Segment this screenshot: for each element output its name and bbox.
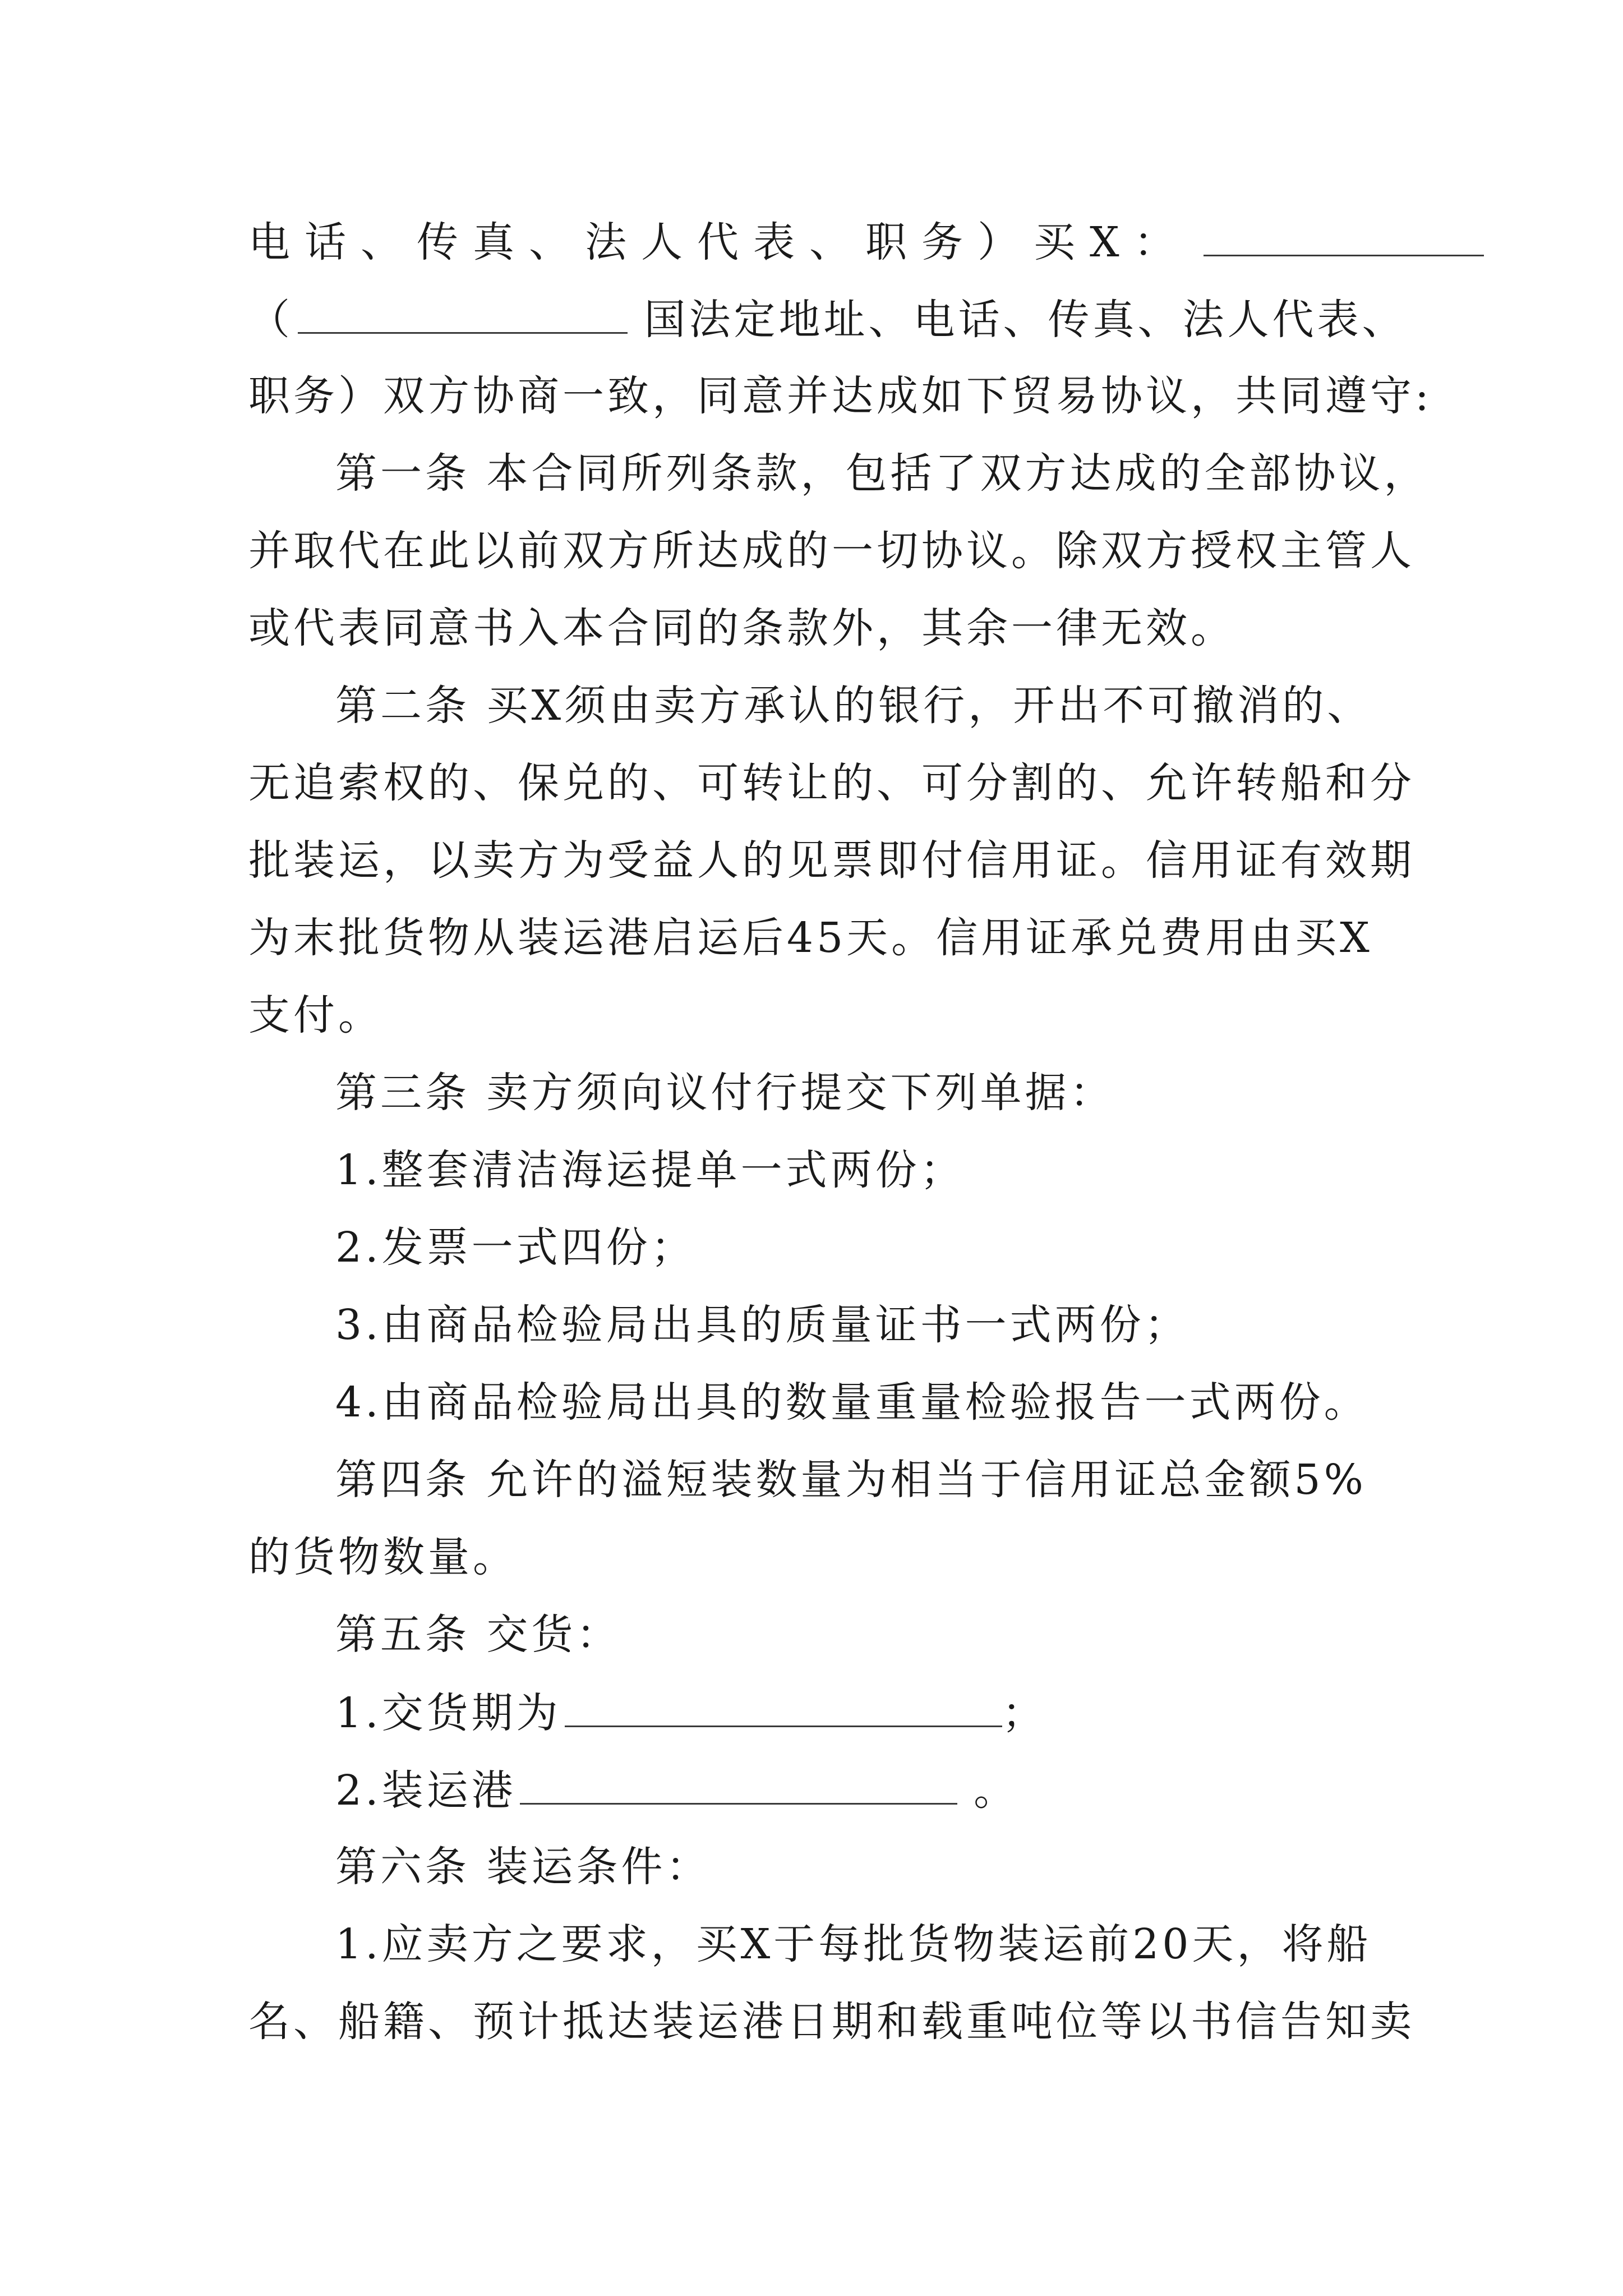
line-text: 第五条 交货：: [335, 1611, 621, 1659]
fill-in-blank[interactable]: [1204, 213, 1484, 256]
text-line: [248, 1994, 1415, 2050]
text-line: [335, 1839, 711, 1895]
text-line: [335, 1374, 1369, 1430]
text-line: [335, 1220, 696, 1276]
text-line: [248, 832, 1415, 889]
line-text: 并取代在此以前双方所达成的一切协议。除双方授权主管人: [248, 527, 1415, 575]
fill-in-blank[interactable]: [298, 291, 628, 334]
text-line: [335, 1297, 1189, 1353]
line-text: 电话、传真、法人代表、职务）买X：: [248, 218, 1190, 266]
line-text: 为末批货物从装运港启运后45天。信用证承兑费用由买X: [248, 914, 1373, 962]
line-text: 2.装运港: [335, 1766, 517, 1815]
line-text: 支付。: [248, 991, 383, 1039]
text-line: [335, 445, 1429, 501]
text-line: [248, 291, 1407, 348]
line-text: 职务）双方协商一致，同意并达成如下贸易协议，共同遵守:: [248, 372, 1432, 420]
line-text: 2.发票一式四份；: [335, 1223, 696, 1272]
line-text: 批装运，以卖方为受益人的见票即付信用证。信用证有效期: [248, 836, 1415, 885]
text-line: [335, 1684, 1047, 1741]
fill-in-blank[interactable]: [565, 1684, 1002, 1727]
text-line: [335, 1452, 1367, 1508]
line-text: 的货物数量。: [248, 1533, 518, 1581]
line-text: 。: [957, 1766, 1019, 1815]
line-text: 第六条 装运条件：: [335, 1843, 711, 1891]
line-text: 1.交货期为: [335, 1689, 561, 1737]
line-text: 4.由商品检验局出具的数量重量检验报告一式两份。: [335, 1378, 1369, 1427]
text-line: [248, 213, 1484, 270]
text-line: [248, 368, 1432, 424]
line-text: 第二条 买X须由卖方承认的银行，开出不可撤消的、: [335, 682, 1372, 730]
text-line: [335, 1916, 1371, 1972]
text-line: [248, 523, 1415, 579]
text-line: [248, 987, 383, 1043]
text-line: [335, 678, 1372, 734]
line-text: 名、船籍、预计抵达装运港日期和载重吨位等以书信告知卖: [248, 1998, 1415, 2046]
text-line: [248, 910, 1373, 966]
line-text: 3.由商品检验局出具的质量证书一式两份；: [335, 1301, 1189, 1349]
fill-in-blank[interactable]: [520, 1761, 957, 1805]
text-line: [248, 755, 1415, 811]
line-text: 1.整套清洁海运提单一式两份；: [335, 1146, 965, 1194]
text-line: [248, 1529, 518, 1585]
line-text: 第三条 卖方须向议付行提交下列单据：: [335, 1069, 1115, 1117]
line-text: ；: [1002, 1689, 1047, 1737]
line-text: 无追索权的、保兑的、可转让的、可分割的、允许转船和分: [248, 759, 1415, 807]
line-text: （: [248, 296, 293, 344]
text-line: [335, 1142, 965, 1198]
text-line: [335, 1607, 621, 1663]
text-line: [335, 1065, 1115, 1121]
line-text: 第四条 允许的溢短装数量为相当于信用证总金额5%: [335, 1456, 1367, 1504]
line-text: 1.应卖方之要求，买X于每批货物装运前20天，将船: [335, 1920, 1372, 1968]
line-text: 第一条 本合同所列条款，包括了双方达成的全部协议，: [335, 449, 1429, 498]
text-line: [335, 1761, 1018, 1819]
text-line: [248, 600, 1235, 656]
line-text: 或代表同意书入本合同的条款外，其余一律无效。: [248, 604, 1235, 652]
line-text: 国法定地址、电话、传真、法人代表、: [628, 296, 1407, 344]
